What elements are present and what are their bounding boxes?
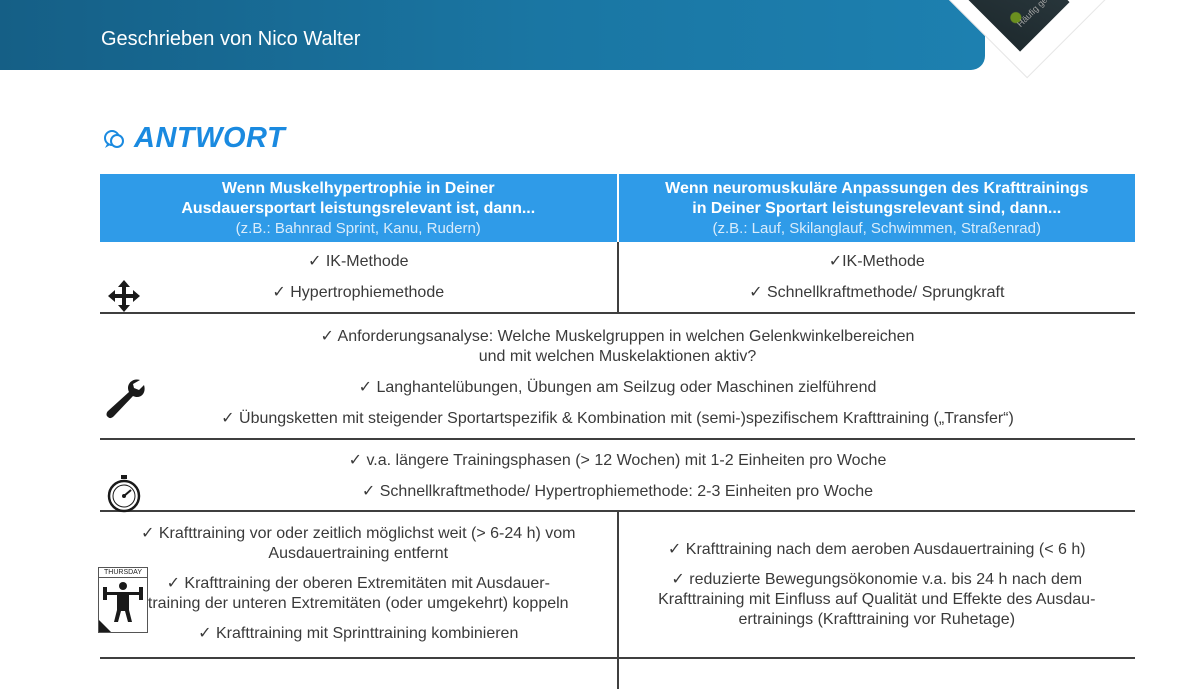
row4-left-line: ✓ Krafttraining vor oder zeitlich möglichst weit (> 6-24 h) vom [141,525,576,542]
corner-fold-icon [99,620,111,632]
row3-line: ✓ v.a. längere Trainingsphasen (> 12 Wochen) mit 1-2 Einheiten pro Woche [348,452,887,469]
calendar-weightlifter-icon [98,567,148,633]
row4-left-cell [100,512,617,657]
row2-line: ✓ Langhantelübungen, Übungen am Seilzug oder Maschinen zielführend [358,379,877,396]
header-col1-title2: Ausdauersportart leistungsrelevant ist, dann... [181,200,536,217]
row1-left-cell [100,242,617,312]
row4-left-line: Ausdauertraining entfernt [268,545,449,562]
header-col-hypertrophy [100,174,617,242]
answer-heading [102,122,285,155]
row4-right-line: ertrainings (Krafttraining vor Ruhetage) [738,611,1016,628]
row4-right-cell [617,512,1136,657]
chat-bubbles-icon [102,127,126,151]
table-row-frequency [100,440,1135,512]
header-col2-title1: Wenn neuromuskuläre Anpassungen des Krafttrainings [665,180,1089,197]
row5-left-cell [100,659,617,689]
header-col1-example: (z.B.: Bahnrad Sprint, Kanu, Rudern) [235,220,481,237]
table-row-exercises [100,314,1135,440]
row4-right-line: ✓ reduzierte Bewegungsökonomie v.a. bis 24 h nach dem [671,571,1083,588]
row4-right-line: Krafttraining mit Einfluss auf Qualität und Effekte des Ausdau- [658,591,1096,608]
table-header [100,174,1135,242]
row1-right-cell [617,242,1136,312]
row5-right-cell [617,659,1136,689]
table-row-methods [100,242,1135,314]
row1-left-item: ✓ Hypertrophiemethode [272,284,445,301]
stopwatch-icon [106,474,142,514]
row2-line: ✓ Übungsketten mit steigender Sportartspezifik & Kombination mit (semi-)spezifischem Krafttraining („Transfer“) [221,410,1014,427]
header-col1-title1: Wenn Muskelhypertrophie in Deiner [221,180,495,197]
author-line: Geschrieben von Nico Walter [101,28,361,50]
row1-left-item: ✓ IK-Methode [307,253,409,270]
move-arrows-icon [104,278,144,314]
table-row-next [100,659,1135,689]
row2-line: ✓ Anforderungsanalyse: Welche Muskelgruppen in welchen Gelenkwinkelbereichen [320,328,915,345]
table-row-timing [100,512,1135,659]
header-col2-title2: in Deiner Sportart leistungsrelevant sind, dann... [692,200,1062,217]
row3-line: ✓ Schnellkraftmethode/ Hypertrophiemethode: 2-3 Einheiten pro Woche [361,483,874,500]
row2-line: und mit welchen Muskelaktionen aktiv? [478,348,757,365]
row1-right-item: ✓IK-Methode [828,253,925,270]
row4-right-line: ✓ Krafttraining nach dem aeroben Ausdauertraining (< 6 h) [667,541,1086,558]
row4-left-line: ✓ Krafttraining der oberen Extremitäten mit Ausdauer- [166,575,550,592]
row1-right-item: ✓ Schnellkraftmethode/ Sprungkraft [749,284,1005,301]
header-col2-example: (z.B.: Lauf, Skilanglauf, Schwimmen, Straßenrad) [712,220,1041,237]
row4-left-line: training der unteren Extremitäten (oder umgekehrt) koppeln [147,595,569,612]
row4-left-line: ✓ Krafttraining mit Sprinttraining kombinieren [198,625,519,642]
wrench-icon [102,376,146,420]
header-col-neuromuscular [617,174,1136,242]
comparison-table [100,174,1135,689]
calendar-label: THURSDAY [99,568,147,578]
answer-title: ANTWORT [134,122,286,154]
